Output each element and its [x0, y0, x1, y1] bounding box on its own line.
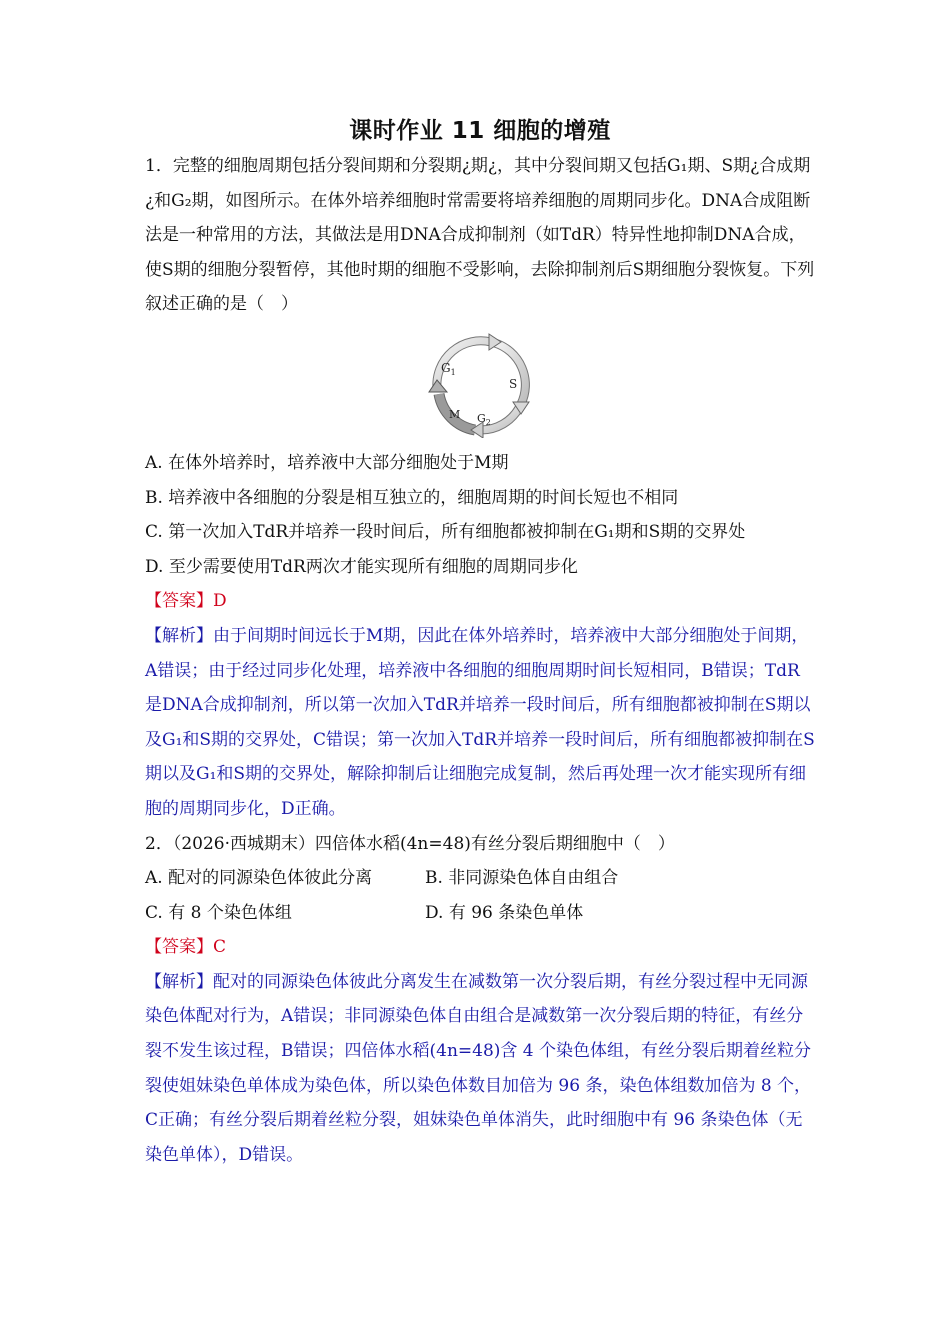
q2-option-c: C. 有 8 个染色体组 — [145, 902, 292, 923]
q1-answer: 【答案】D — [145, 591, 227, 612]
q2-analysis: 【解析】配对的同源染色体彼此分离发生在减数第一次分裂后期，有丝分裂过程中无同源染色体配对行为，A错误；非同源染色体自由组合是减数第一次分裂后期的特征，有丝分裂不发生该过程，B错误；四倍体水稻(4n=48)含 4 个染色体组，有丝分裂后期着丝粒分裂使姐妹染色单体成为染色体，所以染色体数目加倍为 96 条，染色体组数加倍为 8 个，C正确；有丝分裂后期着丝粒分裂，姐妹染色单体消失，此时细胞中有 96 条染色体（无染色单体），D错误。 — [145, 971, 812, 1165]
q2-option-a: A. 配对的同源染色体彼此分离 — [145, 868, 373, 889]
page-title: 课时作业 11 细胞的增殖 — [349, 118, 611, 144]
s-label: S — [509, 376, 518, 391]
cell-cycle-diagram — [415, 328, 545, 438]
g2-label: $G_2$ — [477, 411, 491, 427]
m-label: M — [449, 407, 461, 421]
arrow-head-icon — [429, 380, 447, 392]
g1-label: $G_1$ — [441, 360, 456, 377]
s-arc-fill — [495, 343, 525, 404]
q2-options-row-2 — [145, 896, 815, 931]
q2-option-d: D. 有 96 条染色单体 — [425, 902, 584, 923]
q1-option-d: D. 至少需要使用TdR两次才能实现所有细胞的周期同步化 — [145, 556, 578, 577]
question-2-stem: 2．（2026·西城期末）四倍体水稻(4n=48)有丝分裂后期细胞中（ ） — [145, 833, 675, 854]
document-page — [145, 112, 815, 1172]
q2-answer: 【答案】C — [145, 937, 227, 958]
q2-options-row-1 — [145, 861, 815, 896]
q1-analysis: 【解析】由于间期时间远长于M期，因此在体外培养时，培养液中大部分细胞处于间期，A错误；由于经过同步化处理，培养液中各细胞的细胞周期时间长短相同，B错误；TdR是DNA合成抑制剂，所以第一次加入TdR并培养一段时间后，所有细胞都被抑制在S期以及G₁和S期的交界处，C错误；第一次加入TdR并培养一段时间后，所有细胞都被抑制在S期以及G₁和S期的交界处，解除抑制后让细胞完成复制，然后再处理一次才能实现所有细胞的周期同步化，D正确。 — [145, 625, 815, 819]
q1-option-b: B. 培养液中各细胞的分裂是相互独立的，细胞周期的时间长短也不相同 — [145, 487, 679, 508]
question-1-stem: 1．完整的细胞周期包括分裂间期和分裂期¿期¿，其中分裂间期又包括G₁期、S期¿合成期¿和G₂期，如图所示。在体外培养细胞时常需要将培养细胞的周期同步化。DNA合成阻断法是一种常用的方法，其做法是用DNA合成抑制剂（如TdR）特异性地抑制DNA合成，使S期的细胞分裂暂停，其他时期的细胞不受影响，去除抑制剂后S期细胞分裂恢复。下列叙述正确的是（ ） — [145, 156, 815, 315]
q1-option-a: A. 在体外培养时，培养液中大部分细胞处于M期 — [145, 452, 509, 473]
q1-option-c: C. 第一次加入TdR并培养一段时间后，所有细胞都被抑制在G₁期和S期的交界处 — [145, 522, 746, 543]
cell-cycle-figure — [145, 328, 815, 440]
q2-option-b: B. 非同源染色体自由组合 — [425, 868, 619, 889]
